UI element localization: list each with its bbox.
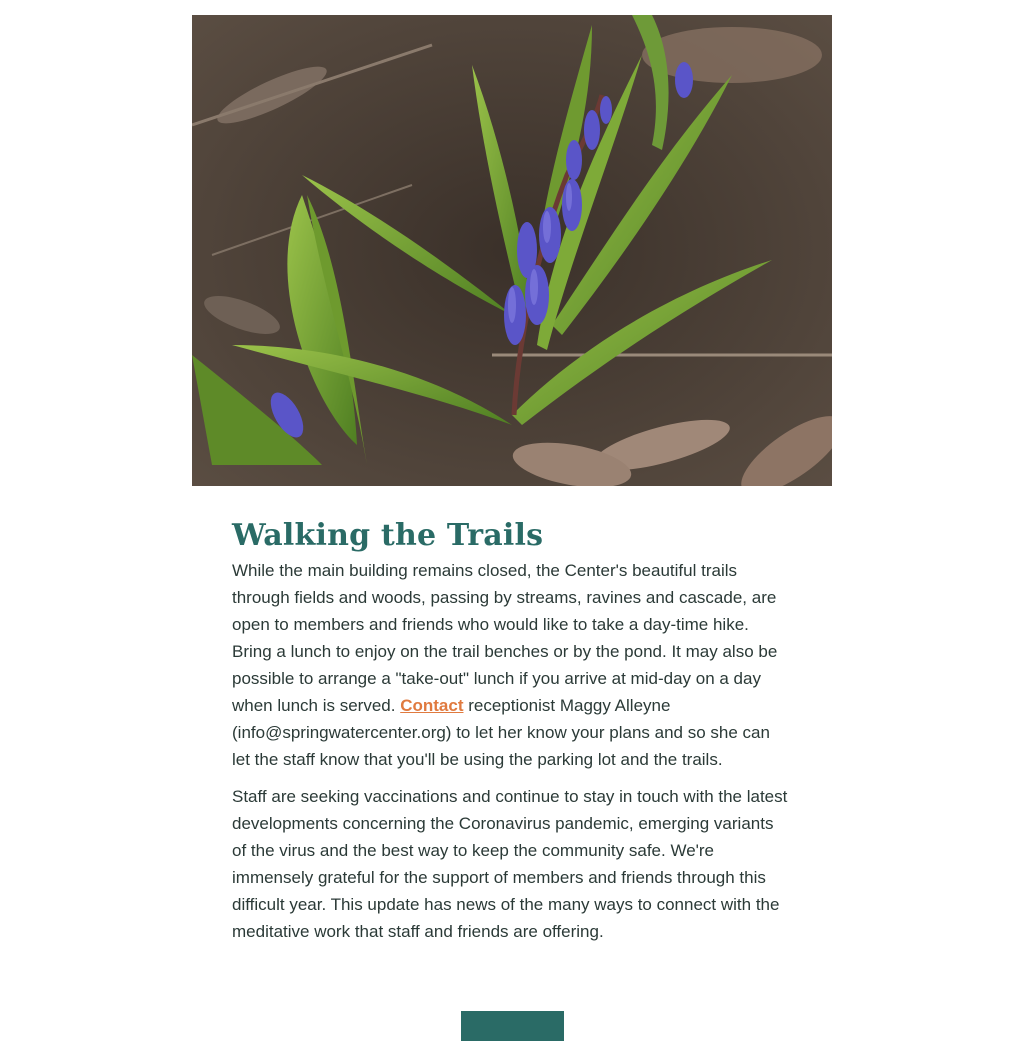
hero-image [192,15,832,486]
trails-text-start: While the main building remains closed, the Center's beautiful trails through fields and woods, passing by streams, ravines and cascade, are open to members and friends who would like to take a day-time hike. Bring a lunch to enjoy on the trail benches or by the pond. It may also be possible to arrange a "take-out" lunch if you arrive at mid-day on a day when lunch is served. [232,561,778,715]
trails-paragraph [232,557,792,773]
read-more-button[interactable] [461,1011,564,1041]
covid-paragraph: Staff are seeking vaccinations and continue to stay in touch with the latest developments concerning the Coronavirus pandemic, emerging variants of the virus and the best way to keep the community safe. We're immensely grateful for the support of members and friends through this difficult year. This update has news of the many ways to connect with the meditative work that staff and friends are offering. [232,787,788,941]
contact-link[interactable]: Contact [400,696,464,715]
section-title: Walking the Trails [232,518,544,553]
trails-text-end: receptionist Maggy Alleyne (info@springwatercenter.org) to let her know your plans and so she can let the staff know that you'll be using the parking lot and the trails. [232,696,770,769]
article [232,518,792,955]
